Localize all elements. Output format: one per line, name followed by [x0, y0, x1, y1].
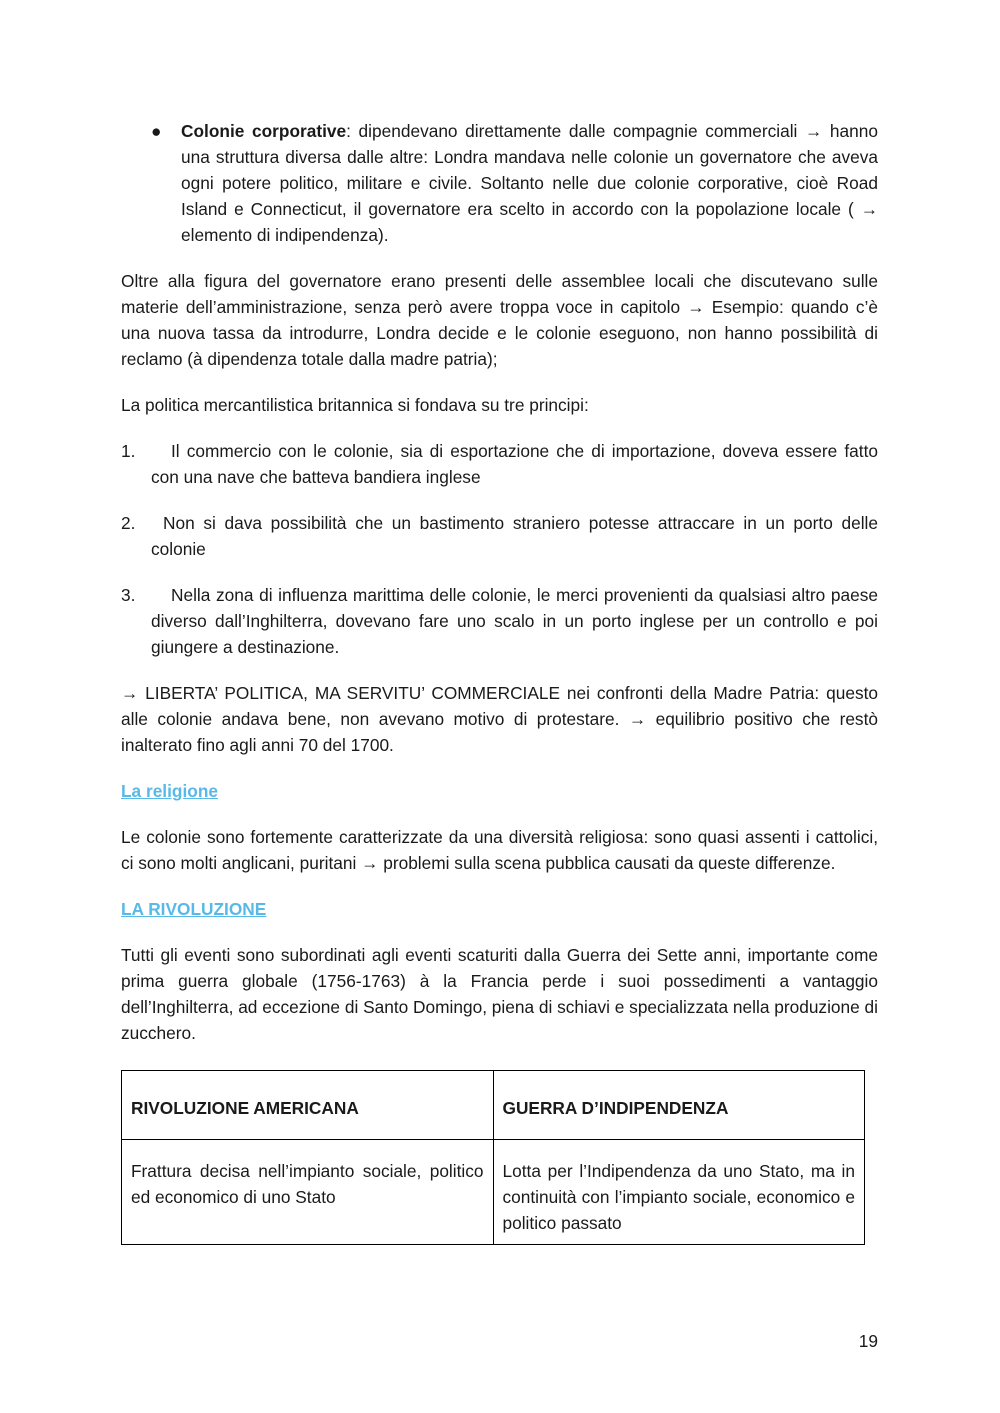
paragraph-liberta: → LIBERTA’ POLITICA, MA SERVITU’ COMMERCIALE nei confronti della Madre Patria: questo alle colonie andava bene, non avevano motivo di protestare. → equilibrio positivo che restò inalterato fino agli anni 70 del 1700. [121, 683, 878, 755]
table-header-cell: RIVOLUZIONE AMERICANA [122, 1071, 494, 1140]
table-header-cell: GUERRA D’INDIPENDENZA [493, 1071, 865, 1140]
principle-item-3 [121, 582, 878, 660]
principle-number: 1. [121, 441, 136, 461]
paragraph-assemblee: Oltre alla figura del governatore erano presenti delle assemblee locali che discutevano sulle materie dell’amministrazione, senza però avere troppa voce in capitolo → Esempio: quando c’è una nuova tassa da introdurre, Londra decide e le colonie eseguono, non hanno possibilità di reclamo (à dipendenza totale dalla madre patria); [121, 271, 878, 369]
principle-text: Il commercio con le colonie, sia di esportazione che di importazione, doveva essere fatto con una nave che batteva bandiera inglese [151, 441, 878, 487]
principle-text: Nella zona di influenza marittima delle colonie, le merci provenienti da qualsiasi altro paese diverso dall’Inghilterra, dovevano fare uno scalo in un porto inglese per un controllo e poi giungere a destinazione. [151, 585, 878, 657]
comparison-table [121, 1070, 865, 1245]
principle-text: Non si dava possibilità che un bastimento straniero potesse attraccare in un porto delle colonie [151, 513, 878, 559]
document-page [121, 118, 878, 1245]
principle-number: 3. [121, 585, 136, 605]
heading-rivoluzione[interactable]: LA RIVOLUZIONE [121, 899, 267, 919]
table-cell: Lotta per l’Indipendenza da uno Stato, ma in continuità con l’impianto sociale, economico e politico passato [493, 1140, 865, 1245]
page-number: 19 [858, 1331, 878, 1351]
principle-item-1 [121, 438, 878, 490]
table-row [122, 1140, 865, 1245]
paragraph-politica-intro: La politica mercantilistica britannica si fondava su tre principi: [121, 395, 589, 415]
bullet-term: Colonie corporative [181, 121, 347, 141]
bullet-marker: ● [151, 121, 162, 141]
paragraph-religione: Le colonie sono fortemente caratterizzate da una diversità religiosa: sono quasi assenti i cattolici, ci sono molti anglicani, puritani → problemi sulla scena pubblica causati da queste differenze. [121, 827, 878, 873]
table-cell: Frattura decisa nell’impianto sociale, politico ed economico di uno Stato [122, 1140, 494, 1245]
paragraph-rivoluzione: Tutti gli eventi sono subordinati agli eventi scaturiti dalla Guerra dei Sette anni, importante come prima guerra globale (1756-1763) à la Francia perde i suoi possedimenti a vantaggio dell’Inghilterra, ad eccezione di Santo Domingo, piena di schiavi e specializzata nella produzione di zucchero. [121, 945, 878, 1043]
bullet-text: : dipendevano direttamente dalle compagnie commerciali → hanno una struttura diversa dalle altre: Londra mandava nelle colonie un governatore che aveva ogni potere politico, militare e civile. Soltanto nelle due colonie corporative, cioè Road Island e Connecticut, il governatore era scelto in accordo con la popolazione locale ( → elemento di indipendenza). [181, 121, 878, 245]
heading-religione[interactable]: La religione [121, 781, 218, 801]
table-header-row [122, 1071, 865, 1140]
principle-item-2 [121, 510, 878, 562]
principle-number: 2. [121, 513, 136, 533]
bullet-colonie-corporative [121, 118, 878, 248]
